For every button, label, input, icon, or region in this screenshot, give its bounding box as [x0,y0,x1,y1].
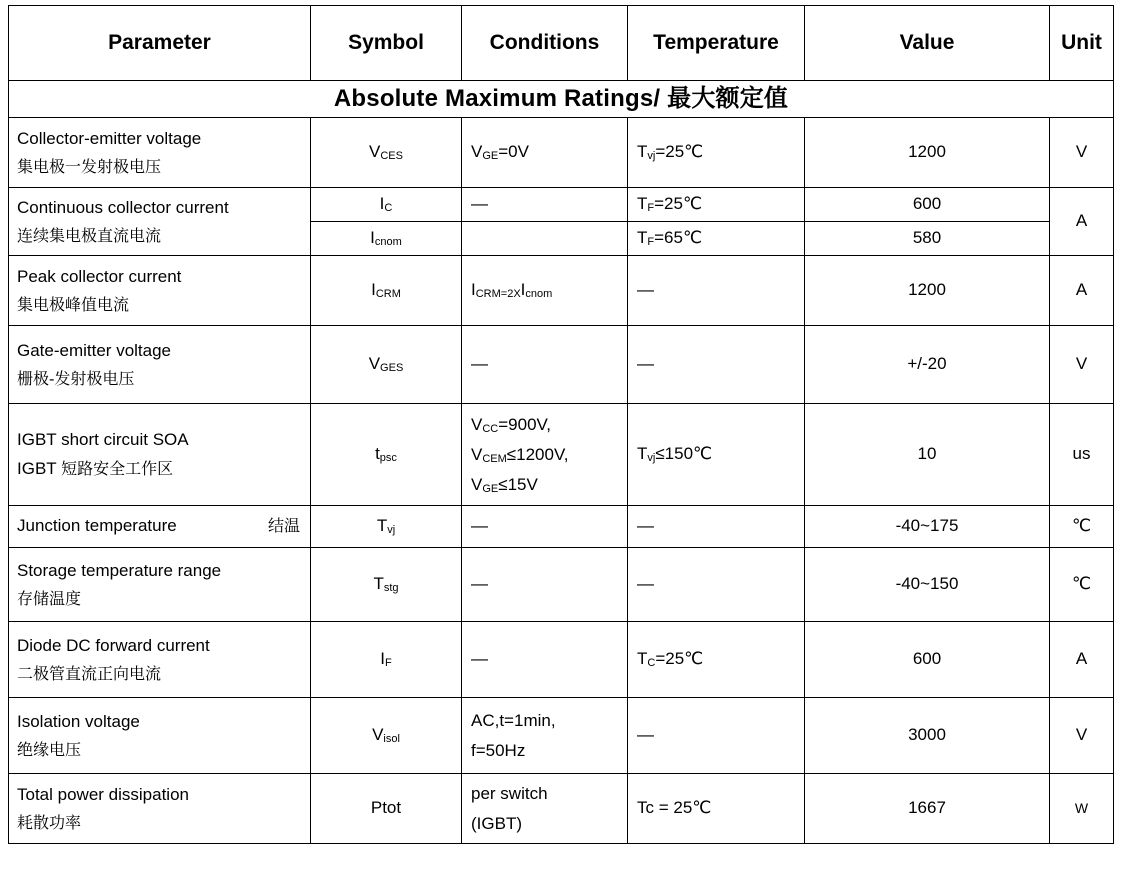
table-row [9,622,1114,698]
temperature-cell: — [628,326,805,404]
table-row [9,506,1114,548]
symbol-cell: Ptot [311,774,462,844]
symbol-cell: $V_{isol}$ [311,698,462,774]
conditions-cell: — [462,506,628,548]
parameter-cell: IGBT short circuit SOA IGBT 短路安全工作区 [9,404,311,506]
temperature-cell: — [628,548,805,622]
table-row [9,698,1114,774]
unit-cell: A [1050,256,1114,326]
unit-cell: A [1050,622,1114,698]
table-row [9,256,1114,326]
temperature-cell: Tc = 25℃ [628,774,805,844]
section-row [9,81,1114,118]
symbol-cell: $t_{psc}$ [311,404,462,506]
symbol-cell: $I_{cnom}$ [311,222,462,256]
unit-cell: A [1050,188,1114,256]
header-parameter: Parameter [9,6,311,81]
table-row [9,326,1114,404]
table-row [9,188,1114,222]
temperature-cell: $T_{vj}\le 150℃$ [628,404,805,506]
value-cell: 1667 [805,774,1050,844]
symbol-cell: $I_F$ [311,622,462,698]
table-row [9,118,1114,188]
value-cell: 3000 [805,698,1050,774]
parameter-cell: Junction temperature 结温 [9,506,311,548]
parameter-cell: Total power dissipation 耗散功率 [9,774,311,844]
unit-cell: W [1050,774,1114,844]
value-cell: 1200 [805,256,1050,326]
temperature-cell: $T_F=65℃$ [628,222,805,256]
temperature-cell: — [628,506,805,548]
value-cell: 600 [805,622,1050,698]
conditions-cell: — [462,326,628,404]
parameter-cell: Peak collector current 集电极峰值电流 [9,256,311,326]
temperature-cell: $T_{vj}=25℃$ [628,118,805,188]
conditions-cell: — [462,548,628,622]
conditions-cell: $V_{CC}=900V$, $V_{CEM}\le 1200V$, $V_{GE}\le 15V$ [462,404,628,506]
header-row [9,6,1114,81]
value-cell: -40~150 [805,548,1050,622]
unit-cell: ℃ [1050,506,1114,548]
conditions-cell: — [462,622,628,698]
symbol-cell: $T_{stg}$ [311,548,462,622]
conditions-cell: per switch (IGBT) [462,774,628,844]
conditions-cell: $I_{CRM=2X}I_{cnom}$ [462,256,628,326]
temperature-cell: — [628,698,805,774]
parameter-cell: Diode DC forward current 二极管直流正向电流 [9,622,311,698]
absolute-maximum-ratings-table [8,5,1114,844]
value-cell: -40~175 [805,506,1050,548]
symbol-cell: $V_{CES}$ [311,118,462,188]
value-cell: 600 [805,188,1050,222]
conditions-cell: AC,t=1min, f=50Hz [462,698,628,774]
value-cell: 580 [805,222,1050,256]
header-value: Value [805,6,1050,81]
temperature-cell: $T_F=25℃$ [628,188,805,222]
symbol-cell: $I_{CRM}$ [311,256,462,326]
conditions-cell: — [462,188,628,222]
unit-cell: V [1050,698,1114,774]
conditions-cell: $V_{GE}=0V$ [462,118,628,188]
unit-cell: V [1050,118,1114,188]
parameter-cell: Collector-emitter voltage 集电极一发射极电压 [9,118,311,188]
unit-cell: ℃ [1050,548,1114,622]
temperature-cell: — [628,256,805,326]
symbol-cell: $I_C$ [311,188,462,222]
parameter-cell: Continuous collector current 连续集电极直流电流 [9,188,311,256]
symbol-cell: $T_{vj}$ [311,506,462,548]
table-row [9,774,1114,844]
parameter-cell: Gate-emitter voltage 栅极-发射极电压 [9,326,311,404]
section-title: Absolute Maximum Ratings/ 最大额定值 [9,81,1114,118]
unit-cell: us [1050,404,1114,506]
table-row [9,548,1114,622]
parameter-cell: Storage temperature range 存储温度 [9,548,311,622]
header-unit: Unit [1050,6,1114,81]
conditions-cell [462,222,628,256]
header-conditions: Conditions [462,6,628,81]
unit-cell: V [1050,326,1114,404]
value-cell: 10 [805,404,1050,506]
table-row [9,404,1114,506]
symbol-cell: $V_{GES}$ [311,326,462,404]
header-temperature: Temperature [628,6,805,81]
parameter-cell: Isolation voltage 绝缘电压 [9,698,311,774]
temperature-cell: $T_C=25℃$ [628,622,805,698]
value-cell: +/-20 [805,326,1050,404]
header-symbol: Symbol [311,6,462,81]
value-cell: 1200 [805,118,1050,188]
